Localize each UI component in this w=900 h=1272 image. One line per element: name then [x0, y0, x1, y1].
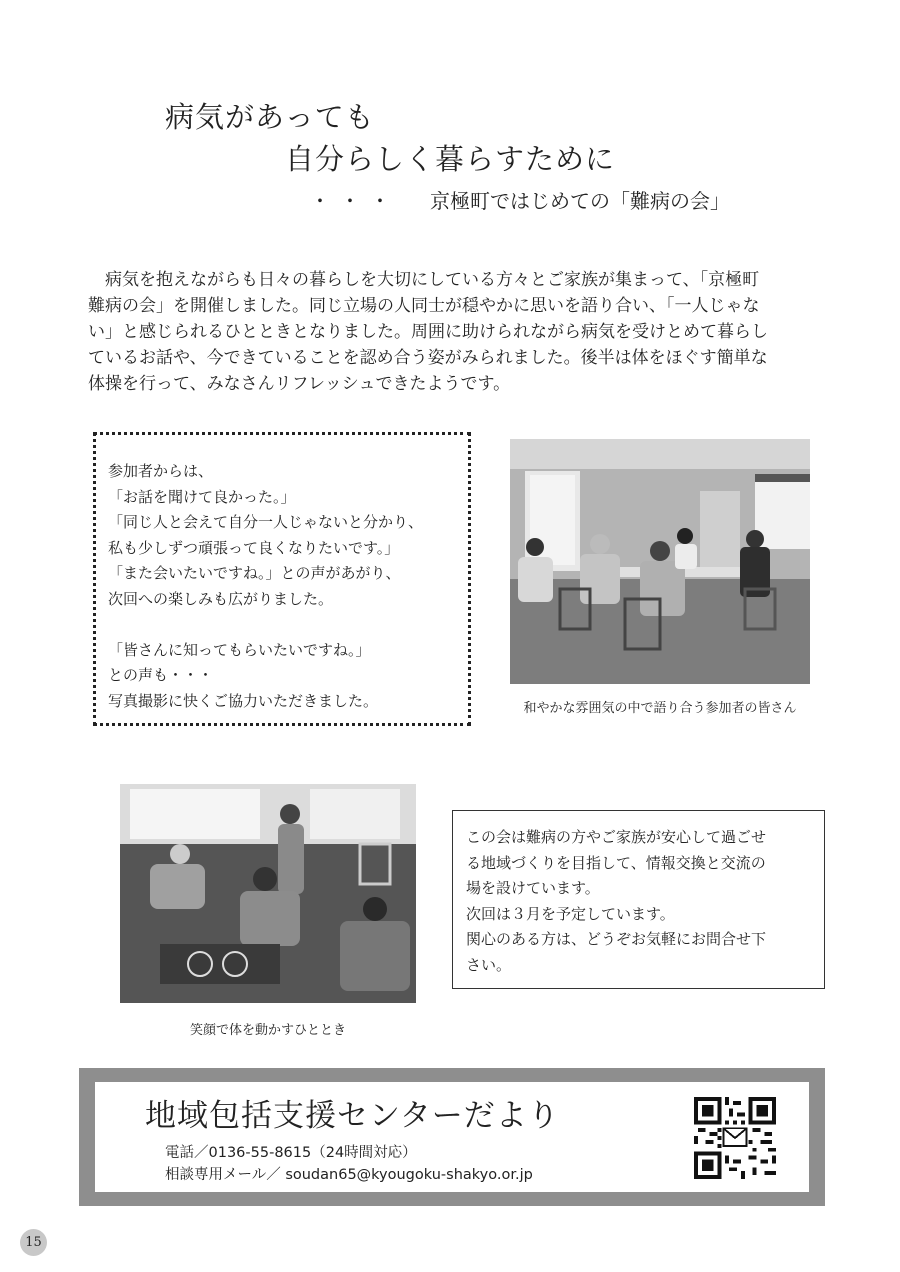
subtitle-text: 京極町ではじめての「難病の会」 [430, 189, 730, 213]
info-box [452, 810, 825, 989]
info-line: る地域づくりを目指して、情報交換と交流の [466, 853, 766, 872]
subtitle-dots: ・・・ [310, 189, 400, 213]
page-subtitle [310, 185, 730, 214]
intro-line: ているお話や、今できていることを認め合う姿がみられました。後半は体をほぐす簡単な [88, 348, 768, 368]
quote-line: 「お話を聞けて良かった。」 [108, 487, 296, 506]
meeting-photo-caption: 和やかな雰囲気の中で語り合う参加者の皆さん [523, 701, 797, 716]
quote-line: 写真撮影に快くご協力いただきました。 [108, 691, 379, 710]
exercise-photo [120, 784, 416, 1003]
info-line: 関心のある方は、どうぞお気軽にお問合せ下 [466, 930, 767, 948]
quote-line: 「皆さんに知ってもらいたいですね。」 [108, 640, 371, 659]
intro-line: い」と感じられるひとときとなりました。周囲に助けられながら病気を受けとめて暮らし [88, 322, 768, 342]
exercise-photo-caption: 笑顔で体を動かすひととき [189, 1023, 346, 1038]
intro-line: 病気を抱えながらも日々の暮らしを大切にしている方々とご家族が集まって、「京極町 [105, 270, 760, 290]
intro-line: 難病の会」を開催しました。同じ立場の人同士が穏やかに思いを語り合い、「一人じゃな [88, 296, 760, 316]
info-line: 場を設けています。 [466, 879, 600, 897]
qr-code-mail-icon[interactable] [694, 1097, 776, 1179]
footer-phone: 電話／0136-55-8615（24時間対応） [165, 1145, 417, 1161]
footer-mail: 相談専用メール／ soudan65@kyougoku-shakyo.or.jp [165, 1167, 533, 1183]
info-line: さい。 [466, 955, 512, 974]
intro-paragraph [88, 267, 820, 397]
info-line: この会は難病の方やご家族が安心して過ごせ [466, 828, 767, 846]
quote-line: との声も・・・ [108, 666, 214, 684]
info-line: 次回は３月を予定しています。 [466, 904, 675, 923]
intro-line: 体操を行って、みなさんリフレッシュできたようです。 [88, 374, 511, 394]
quote-line: 私も少しずつ頑張って良くなりたいです。」 [108, 538, 400, 557]
page-title-line1: 病気があっても [165, 100, 375, 134]
footer-title: 地域包括支援センターだより [145, 1098, 560, 1134]
quote-line [108, 612, 456, 638]
quote-line: 「同じ人と会えて自分一人じゃないと分かり、 [108, 513, 424, 531]
quote-line: 次回への楽しみも広がりました。 [108, 589, 334, 608]
quote-line: 「また会いたいですね。」との声があがり、 [108, 564, 401, 582]
quote-line: 参加者からは、 [108, 462, 214, 480]
page-number-badge: 15 [20, 1229, 47, 1256]
page-title-line2: 自分らしく暮らすために [285, 142, 616, 176]
meeting-photo [510, 439, 810, 684]
participant-quotes-box [93, 432, 471, 726]
